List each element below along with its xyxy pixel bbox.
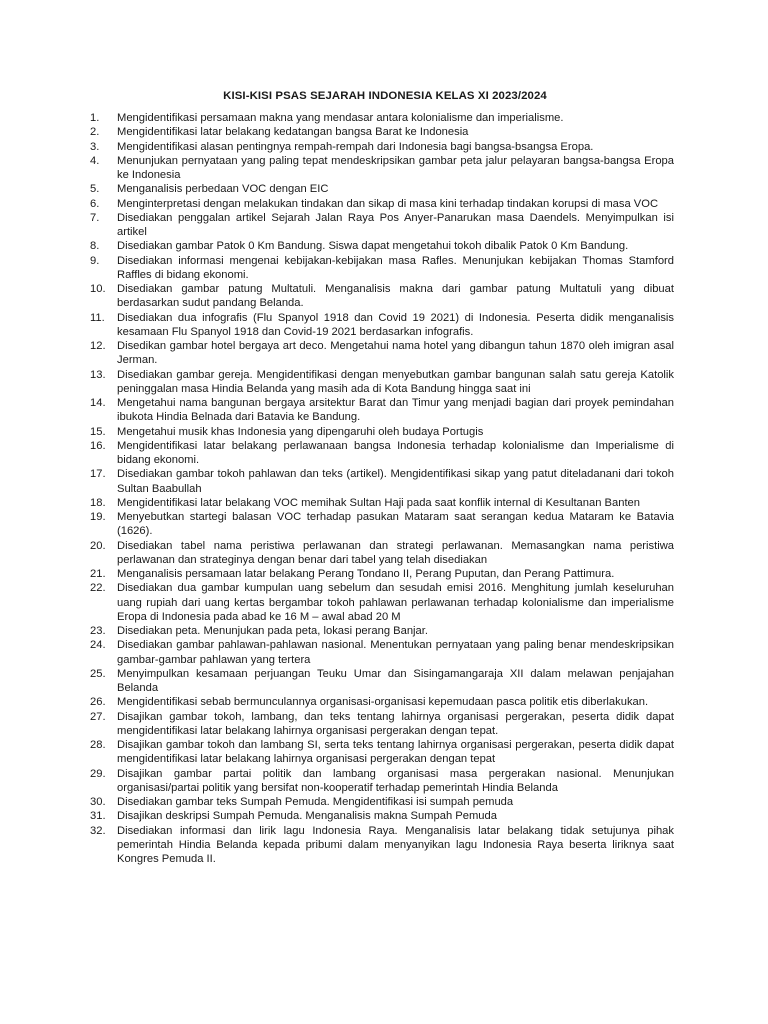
- item-text: Disediakan peta. Menunjukan pada peta, lokasi perang Banjar.: [117, 625, 428, 637]
- item-number: 12.: [90, 340, 106, 352]
- list-item: [90, 824, 674, 867]
- item-number: 30.: [90, 796, 106, 808]
- item-text: Mengetahui nama bangunan bergaya arsitektur Barat dan Timur yang menjadi bagian dari proyek pemindahan ibukota Hindia Belnada dari Batavia ke Bandung.: [117, 397, 674, 424]
- item-number: 31.: [90, 810, 106, 823]
- item-text: Menyebutkan startegi balasan VOC terhadap pasukan Mataram saat serangan kedua Mataram ke Batavia (1626).: [117, 511, 674, 538]
- item-number: 16.: [90, 439, 106, 452]
- list-item: [90, 282, 674, 311]
- document-page: [90, 89, 674, 866]
- item-text: Menganalisis perbedaan VOC dengan EIC: [117, 183, 329, 196]
- item-number: 28.: [90, 739, 106, 751]
- list-item: [90, 197, 674, 211]
- item-text: Menyimpulkan kesamaan perjuangan Teuku Umar dan Sisingamangaraja XII dalam melawan penjajahan Belanda: [117, 667, 674, 694]
- item-number: 13.: [90, 368, 106, 381]
- item-text: Disajikan gambar tokoh dan lambang SI, serta teks tentang lahirnya organisasi pergerakan, peserta didik dapat mengidentifikasi latar belakang lahirnya organisasi pergerakan dengan tepat: [117, 739, 674, 766]
- list-item: [90, 539, 674, 568]
- item-text: Mengidentifikasi sebab bermunculannya organisasi-organisasi kepemudaan pasca politik etis diberlakukan.: [117, 696, 649, 709]
- item-text: Mengidentifikasi latar belakang VOC memihak Sultan Haji pada saat konflik internal di Kesultanan Banten: [117, 496, 641, 509]
- item-text: Mengidentifikasi alasan pentingnya rempah-rempah dari Indonesia bagi bangsa-bsangsa Eropa.: [117, 140, 594, 153]
- list-item: [90, 638, 674, 667]
- item-number: 32.: [90, 824, 106, 837]
- item-text: Disediakan gambar gereja. Mengidentifikasi dengan menyebutkan gambar bangunan salah satu gereja Katolik peninggalan masa Hindia Belanda yang masih ada di Kota Bandung hingga saat ini: [117, 368, 674, 395]
- item-number: 5.: [90, 183, 100, 196]
- list-item: [90, 239, 674, 253]
- item-number: 7.: [90, 211, 100, 224]
- item-text: Disediakan gambar tokoh pahlawan dan teks (artikel). Mengidentifikasi sikap yang patut diteladanani dari tokoh Sultan Baabullah: [117, 468, 674, 495]
- list-item: [90, 182, 674, 196]
- item-number: 3.: [90, 140, 100, 153]
- item-text: Disediakan informasi dan lirik lagu Indonesia Raya. Menganalisis latar belakang tidak setujunya pihak pemerintah Hindia Belanda kepada pribumi dalam menyanyikan lagu Indonesia Raya beserta liriknya saat Kongres Pemuda II.: [117, 824, 674, 865]
- item-number: 15.: [90, 425, 106, 438]
- item-number: 22.: [90, 582, 106, 595]
- list-item: [90, 738, 674, 767]
- item-text: Disediakan tabel nama peristiwa perlawanan dan strategi perlawanan. Memasangkan nama peristiwa perlawanan dan strateginya dengan benar dari tabel yang telah disediakan: [117, 539, 674, 566]
- list-item: [90, 767, 674, 796]
- list-item: [90, 510, 674, 539]
- item-number: 21.: [90, 568, 106, 580]
- item-number: 25.: [90, 667, 106, 680]
- item-text: Disediakan penggalan artikel Sejarah Jalan Raya Pos Anyer-Panarukan masa Daendels. Menyimpulkan isi artikel: [117, 211, 674, 238]
- item-text: Disedikan gambar hotel bergaya art deco. Mengetahui nama hotel yang dibangun tahun 1870 oleh imigran asal Jerman.: [117, 340, 674, 367]
- list-item: [90, 311, 674, 340]
- item-text: Mengidentifikasi latar belakang perlawanaan bangsa Indonesia terhadap kolonialisme dan Imperialisme di bidang ekonomi.: [117, 439, 674, 466]
- item-number: 11.: [90, 311, 105, 324]
- item-text: Disajikan gambar partai politik dan lambang organisasi masa pergerakan nasional. Menunjukan organisasi/partai politik yang bersifat non-kooperatif terhadap pemerintah Hindia Belanda: [117, 767, 674, 794]
- item-number: 10.: [90, 283, 106, 295]
- item-text: Disediakan gambar teks Sumpah Pemuda. Mengidentifikasi isi sumpah pemuda: [117, 796, 514, 808]
- item-number: 8.: [90, 240, 100, 253]
- item-list: [90, 111, 674, 866]
- item-text: Menunjukan pernyataan yang paling tepat mendeskripsikan gambar peta jalur pelayaran bangsa-bangsa Eropa ke Indonesia: [117, 154, 674, 181]
- list-item: [90, 125, 674, 139]
- item-text: Disediakan dua infografis (Flu Spanyol 1918 dan Covid 19 2021) di Indonesia. Peserta didik menganalisis kesamaan Flu Spanyol 1918 dan Covid-19 2021 berdasarkan infografis.: [117, 311, 674, 338]
- item-text: Mengidentifikasi latar belakang kedatangan bangsa Barat ke Indonesia: [117, 126, 469, 139]
- list-item: [90, 695, 674, 709]
- list-item: [90, 368, 674, 397]
- item-text: Mengidentifikasi persamaan makna yang mendasar antara kolonialisme dan imperialisme.: [117, 112, 564, 124]
- item-text: Disajikan gambar tokoh, lambang, dan teks tentang lahirnya organisasi pergerakan, peserta didik dapat mengidentifikasi latar belakang lahirnya organisasi pergerakan dengan tepat.: [117, 710, 674, 737]
- list-item: [90, 795, 674, 809]
- list-item: [90, 667, 674, 696]
- list-item: [90, 111, 674, 125]
- list-item: [90, 809, 674, 823]
- item-text: Disediakan gambar patung Multatuli. Menganalisis makna dari gambar patung Multatuli yang dibuat berdasarkan sudut pandang Belanda.: [117, 283, 674, 310]
- item-number: 27.: [90, 710, 106, 723]
- item-number: 9.: [90, 254, 100, 267]
- list-item: [90, 254, 674, 283]
- list-item: [90, 425, 674, 439]
- document-title: KISI-KISI PSAS SEJARAH INDONESIA KELAS XI 2023/2024: [223, 90, 547, 102]
- item-number: 29.: [90, 767, 106, 780]
- item-text: Disediakan gambar pahlawan-pahlawan nasional. Menentukan pernyataan yang paling benar mendeskripsikan gambar-gambar pahlawan yang tertera: [117, 639, 674, 666]
- list-item: [90, 339, 674, 368]
- list-item: [90, 624, 674, 638]
- item-number: 26.: [90, 696, 106, 709]
- item-number: 23.: [90, 625, 106, 637]
- item-number: 2.: [90, 126, 100, 139]
- item-number: 1.: [90, 112, 100, 124]
- item-number: 6.: [90, 197, 100, 210]
- item-number: 20.: [90, 539, 106, 552]
- list-item: [90, 567, 674, 581]
- item-text: Disajikan deskripsi Sumpah Pemuda. Menganalisis makna Sumpah Pemuda: [117, 810, 497, 823]
- item-number: 24.: [90, 639, 106, 652]
- item-number: 4.: [90, 154, 100, 167]
- item-text: Disediakan informasi mengenai kebijakan-kebijakan masa Rafles. Menunjukan kebijakan Thomas Stamford Raffles di bidang ekonomi.: [117, 254, 674, 281]
- list-item: [90, 211, 674, 240]
- list-item: [90, 140, 674, 154]
- item-number: 14.: [90, 397, 106, 409]
- list-item: [90, 496, 674, 510]
- item-text: Mengetahui musik khas Indonesia yang dipengaruhi oleh budaya Portugis: [117, 425, 484, 438]
- list-item: [90, 467, 674, 496]
- item-text: Menginterpretasi dengan melakukan tindakan dan sikap di masa kini terhadap tindakan korupsi di masa VOC: [117, 197, 659, 210]
- item-number: 19.: [90, 511, 106, 523]
- item-number: 17.: [90, 468, 106, 481]
- list-item: [90, 439, 674, 468]
- item-text: Menganalisis persamaan latar belakang Perang Tondano II, Perang Puputan, dan Perang Pattimura.: [117, 568, 615, 580]
- list-item: [90, 710, 674, 739]
- item-text: Disediakan dua gambar kumpulan uang sebelum dan sesudah emisi 2016. Menghitung jumlah keseluruhan uang rupiah dari uang kertas bergambar tokoh pahlawan perlawanan terhadap kolonialisme dan imperialisme Eropa di Indonesia pada abad ke 16 M – awal abad 20 M: [117, 582, 674, 623]
- list-item: [90, 581, 674, 624]
- item-number: 18.: [90, 496, 106, 509]
- item-text: Disediakan gambar Patok 0 Km Bandung. Siswa dapat mengetahui tokoh dibalik Patok 0 Km Bandung.: [117, 240, 629, 253]
- list-item: [90, 154, 674, 183]
- list-item: [90, 396, 674, 425]
